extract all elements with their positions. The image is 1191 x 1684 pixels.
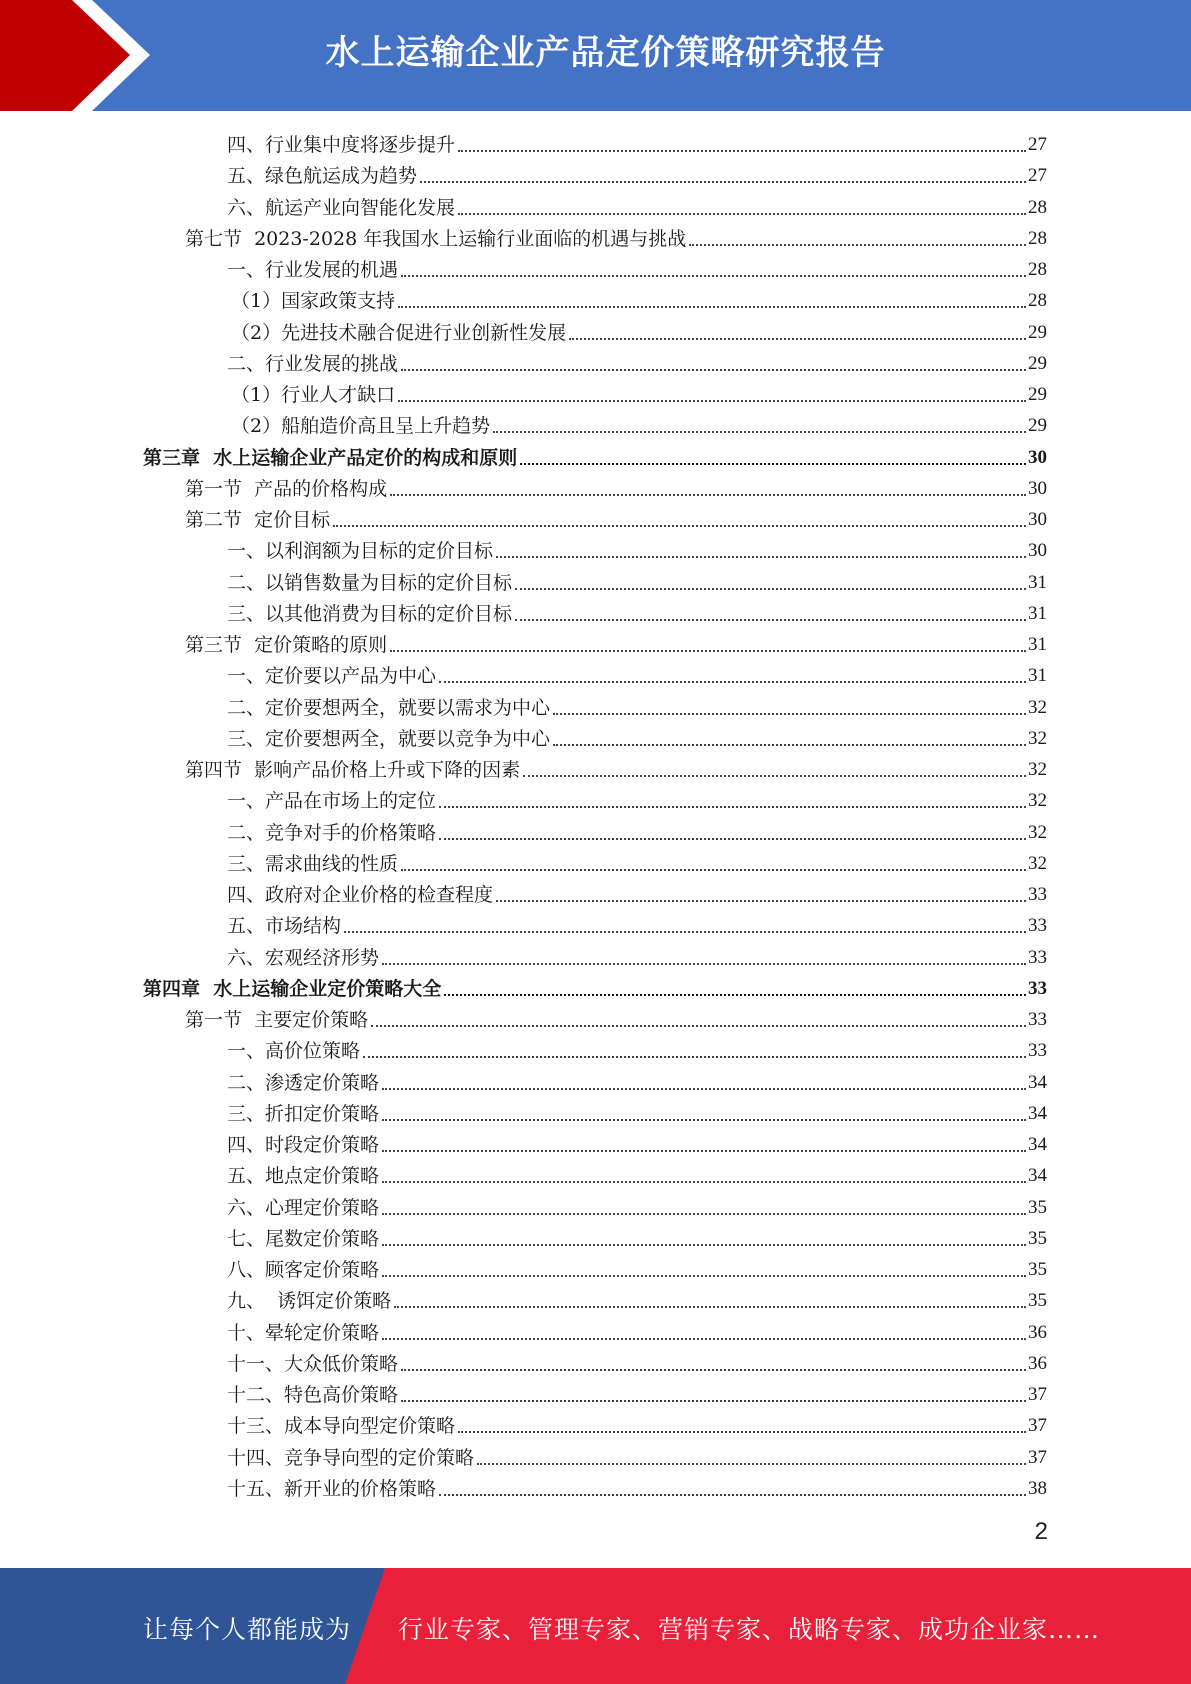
- header-band: [0, 0, 1191, 111]
- toc-dot-leader: [515, 588, 1026, 590]
- toc-entry-label: 十四、竞争导向型的定价策略: [227, 1447, 475, 1469]
- toc-dot-leader: [520, 463, 1026, 465]
- toc-entry-page: 37: [1028, 1384, 1047, 1405]
- toc-entry-page: 33: [1028, 1040, 1047, 1061]
- toc-dot-leader: [439, 1494, 1026, 1496]
- toc-dot-leader: [439, 806, 1026, 808]
- footer-slogan-left: 让每个人都能成为: [143, 1615, 352, 1644]
- toc-subsection-entry[interactable]: [0, 1283, 1191, 1314]
- toc-entry-label: 第七节 2023-2028 年我国水上运输行业面临的机遇与挑战: [185, 228, 687, 250]
- toc-subsection-entry[interactable]: [0, 1127, 1191, 1158]
- toc-entry-page: 38: [1028, 1478, 1047, 1499]
- toc-subsection-entry[interactable]: [0, 283, 1191, 314]
- toc-entry-label: 二、定价要想两全，就要以需求为中心: [227, 697, 551, 719]
- toc-entry-page: 27: [1028, 134, 1047, 155]
- toc-entry-label: 第一节 主要定价策略: [185, 1009, 369, 1031]
- toc-entry-page: 31: [1028, 572, 1047, 593]
- toc-entry-label: （1）国家政策支持: [231, 290, 396, 312]
- toc-entry-label: 二、竞争对手的价格策略: [227, 822, 437, 844]
- toc-entry-label: 四、行业集中度将逐步提升: [227, 134, 456, 156]
- toc-dot-leader: [390, 650, 1026, 652]
- toc-entry-label: 四、时段定价策略: [227, 1134, 380, 1156]
- toc-subsection-entry[interactable]: [0, 658, 1191, 689]
- toc-entry-page: 35: [1028, 1228, 1047, 1249]
- toc-dot-leader: [553, 713, 1026, 715]
- toc-subsection-entry[interactable]: [0, 846, 1191, 877]
- toc-dot-leader: [394, 1306, 1026, 1308]
- toc-entry-page: 33: [1028, 1009, 1047, 1030]
- toc-entry-page: 32: [1028, 790, 1047, 811]
- toc-entry-page: 32: [1028, 728, 1047, 749]
- toc-dot-leader: [401, 369, 1026, 371]
- toc-dot-leader: [382, 1275, 1026, 1277]
- toc-entry-label: 十一、大众低价策略: [227, 1353, 399, 1375]
- toc-entry-label: 六、航运产业向智能化发展: [227, 197, 456, 219]
- toc-entry-label: 六、心理定价策略: [227, 1197, 380, 1219]
- toc-dot-leader: [382, 1088, 1026, 1090]
- toc-entry-page: 35: [1028, 1290, 1047, 1311]
- toc-entry-label: （2）先进技术融合促进行业创新性发展: [231, 322, 567, 344]
- toc-entry-page: 36: [1028, 1353, 1047, 1374]
- toc-dot-leader: [382, 1213, 1026, 1215]
- toc-dot-leader: [382, 1119, 1026, 1121]
- toc-entry-page: 35: [1028, 1259, 1047, 1280]
- toc-entry-label: 三、折扣定价策略: [227, 1103, 380, 1125]
- toc-entry-label: 四、政府对企业价格的检查程度: [227, 884, 494, 906]
- toc-entry-page: 30: [1028, 509, 1047, 530]
- toc-dot-leader: [382, 1244, 1026, 1246]
- toc-entry-page: 30: [1028, 540, 1047, 561]
- toc-subsection-entry[interactable]: [0, 1471, 1191, 1502]
- toc-subsection-entry[interactable]: [0, 1033, 1191, 1064]
- toc-entry-page: 32: [1028, 759, 1047, 780]
- toc-entry-page: 29: [1028, 353, 1047, 374]
- toc-subsection-entry[interactable]: [0, 1221, 1191, 1252]
- toc-entry-label: 三、定价要想两全，就要以竞争为中心: [227, 728, 551, 750]
- toc-dot-leader: [382, 963, 1026, 965]
- toc-entry-label: 第二节 定价目标: [185, 509, 331, 531]
- toc-entry-page: 35: [1028, 1197, 1047, 1218]
- toc-subsection-entry[interactable]: [0, 783, 1191, 814]
- toc-entry-label: （1）行业人才缺口: [231, 384, 396, 406]
- toc-subsection-entry[interactable]: [0, 346, 1191, 377]
- toc-entry-label: 一、高价位策略: [227, 1040, 361, 1062]
- toc-section-entry[interactable]: [0, 471, 1191, 502]
- toc-entry-label: 一、行业发展的机遇: [227, 259, 399, 281]
- toc-subsection-entry[interactable]: [0, 1065, 1191, 1096]
- toc-entry-label: 十三、成本导向型定价策略: [227, 1415, 456, 1437]
- toc-dot-leader: [333, 525, 1026, 527]
- toc-subsection-entry[interactable]: [0, 315, 1191, 346]
- toc-dot-leader: [344, 931, 1026, 933]
- toc-dot-leader: [390, 494, 1026, 496]
- toc-entry-label: 第一节 产品的价格构成: [185, 478, 388, 500]
- toc-entry-label: （2）船舶造价高且呈上升趋势: [231, 415, 491, 437]
- toc-entry-label: 二、行业发展的挑战: [227, 353, 399, 375]
- toc-entry-page: 34: [1028, 1072, 1047, 1093]
- toc-entry-page: 31: [1028, 665, 1047, 686]
- toc-dot-leader: [398, 306, 1026, 308]
- toc-dot-leader: [689, 244, 1026, 246]
- toc-entry-page: 29: [1028, 384, 1047, 405]
- toc-dot-leader: [515, 619, 1026, 621]
- toc-entry-label: 三、以其他消费为目标的定价目标: [227, 603, 513, 625]
- toc-section-entry[interactable]: [0, 502, 1191, 533]
- toc-entry-page: 28: [1028, 290, 1047, 311]
- toc-entry-page: 34: [1028, 1165, 1047, 1186]
- toc-chapter-entry[interactable]: [0, 440, 1191, 471]
- toc-entry-page: 28: [1028, 259, 1047, 280]
- toc-dot-leader: [439, 681, 1026, 683]
- toc-entry-page: 30: [1028, 447, 1047, 468]
- toc-subsection-entry[interactable]: [0, 908, 1191, 939]
- toc-entry-label: 二、以销售数量为目标的定价目标: [227, 572, 513, 594]
- toc-subsection-entry[interactable]: [0, 408, 1191, 439]
- toc-entry-label: 一、产品在市场上的定位: [227, 790, 437, 812]
- footer-slogan-right: 行业专家、管理专家、营销专家、战略专家、成功企业家……: [398, 1615, 1101, 1644]
- toc-dot-leader: [363, 1056, 1026, 1058]
- toc-dot-leader: [553, 744, 1026, 746]
- toc-entry-label: 九、 诱饵定价策略: [227, 1290, 392, 1312]
- toc-entry-label: 六、宏观经济形势: [227, 947, 380, 969]
- toc-subsection-entry[interactable]: [0, 1315, 1191, 1346]
- toc-dot-leader: [444, 994, 1026, 996]
- toc-dot-leader: [420, 181, 1026, 183]
- toc-subsection-entry[interactable]: [0, 565, 1191, 596]
- toc-entry-page: 36: [1028, 1322, 1047, 1343]
- toc-section-entry[interactable]: [0, 627, 1191, 658]
- toc-entry-page: 30: [1028, 478, 1047, 499]
- toc-subsection-entry[interactable]: [0, 877, 1191, 908]
- toc-subsection-entry[interactable]: [0, 815, 1191, 846]
- toc-dot-leader: [401, 275, 1026, 277]
- toc-subsection-entry[interactable]: [0, 190, 1191, 221]
- toc-subsection-entry[interactable]: [0, 1408, 1191, 1439]
- toc-subsection-entry[interactable]: [0, 721, 1191, 752]
- toc-entry-page: 32: [1028, 697, 1047, 718]
- toc-entry-label: 五、市场结构: [227, 915, 342, 937]
- toc-entry-label: 五、绿色航运成为趋势: [227, 165, 418, 187]
- toc-entry-page: 28: [1028, 197, 1047, 218]
- toc-entry-page: 32: [1028, 822, 1047, 843]
- toc-dot-leader: [439, 838, 1026, 840]
- toc-entry-label: 五、地点定价策略: [227, 1165, 380, 1187]
- toc-entry-label: 七、尾数定价策略: [227, 1228, 380, 1250]
- toc-entry-page: 32: [1028, 853, 1047, 874]
- toc-dot-leader: [458, 1431, 1026, 1433]
- toc-entry-page: 29: [1028, 322, 1047, 343]
- toc-section-entry[interactable]: [0, 221, 1191, 252]
- toc-dot-leader: [401, 869, 1026, 871]
- toc-entry-page: 27: [1028, 165, 1047, 186]
- toc-entry-page: 33: [1028, 947, 1047, 968]
- toc-section-entry[interactable]: [0, 1002, 1191, 1033]
- toc-section-entry[interactable]: [0, 752, 1191, 783]
- toc-entry-label: 第三节 定价策略的原则: [185, 634, 388, 656]
- toc-entry-label: 第三章 水上运输企业产品定价的构成和原则: [143, 447, 518, 469]
- toc-subsection-entry[interactable]: [0, 1252, 1191, 1283]
- toc-subsection-entry[interactable]: [0, 1158, 1191, 1189]
- toc-subsection-entry[interactable]: [0, 533, 1191, 564]
- toc-subsection-entry[interactable]: [0, 596, 1191, 627]
- toc-entry-label: 十五、新开业的价格策略: [227, 1478, 437, 1500]
- toc-entry-page: 31: [1028, 603, 1047, 624]
- toc-subsection-entry[interactable]: [0, 1190, 1191, 1221]
- toc-chapter-entry[interactable]: [0, 971, 1191, 1002]
- toc-subsection-entry[interactable]: [0, 1377, 1191, 1408]
- toc-dot-leader: [493, 431, 1026, 433]
- toc-dot-leader: [401, 1400, 1026, 1402]
- toc-subsection-entry[interactable]: [0, 127, 1191, 158]
- toc-dot-leader: [458, 150, 1026, 152]
- toc-entry-label: 十、晕轮定价策略: [227, 1322, 380, 1344]
- toc-dot-leader: [398, 400, 1026, 402]
- toc-entry-page: 28: [1028, 228, 1047, 249]
- toc-subsection-entry[interactable]: [0, 158, 1191, 189]
- toc-entry-page: 33: [1028, 978, 1047, 999]
- toc-entry-label: 一、以利润额为目标的定价目标: [227, 540, 494, 562]
- toc-entry-page: 34: [1028, 1103, 1047, 1124]
- toc-subsection-entry[interactable]: [0, 1346, 1191, 1377]
- toc-subsection-entry[interactable]: [0, 1096, 1191, 1127]
- toc-dot-leader: [496, 900, 1026, 902]
- toc-subsection-entry[interactable]: [0, 377, 1191, 408]
- page-number: 2: [1034, 1518, 1048, 1545]
- toc-dot-leader: [401, 1369, 1026, 1371]
- toc-entry-page: 34: [1028, 1134, 1047, 1155]
- toc-dot-leader: [382, 1338, 1026, 1340]
- toc-entry-page: 31: [1028, 634, 1047, 655]
- toc-dot-leader: [458, 213, 1026, 215]
- footer-band: [0, 1568, 1191, 1684]
- toc-dot-leader: [569, 338, 1026, 340]
- toc-entry-label: 十二、特色高价策略: [227, 1384, 399, 1406]
- toc-entry-page: 37: [1028, 1415, 1047, 1436]
- toc-subsection-entry[interactable]: [0, 690, 1191, 721]
- toc-entry-page: 29: [1028, 415, 1047, 436]
- report-title: 水上运输企业产品定价策略研究报告: [325, 33, 886, 73]
- toc-dot-leader: [477, 1463, 1026, 1465]
- toc-subsection-entry[interactable]: [0, 252, 1191, 283]
- toc-subsection-entry[interactable]: [0, 1440, 1191, 1471]
- toc-dot-leader: [496, 556, 1026, 558]
- toc-entry-label: 八、顾客定价策略: [227, 1259, 380, 1281]
- toc-entry-label: 第四章 水上运输企业定价策略大全: [143, 978, 442, 1000]
- toc-entry-label: 三、需求曲线的性质: [227, 853, 399, 875]
- toc-entry-label: 第四节 影响产品价格上升或下降的因素: [185, 759, 521, 781]
- toc-subsection-entry[interactable]: [0, 940, 1191, 971]
- toc-dot-leader: [523, 775, 1026, 777]
- toc-dot-leader: [371, 1025, 1026, 1027]
- toc-entry-label: 二、渗透定价策略: [227, 1072, 380, 1094]
- toc-entry-page: 37: [1028, 1447, 1047, 1468]
- toc-entry-label: 一、定价要以产品为中心: [227, 665, 437, 687]
- toc-dot-leader: [382, 1150, 1026, 1152]
- toc-entry-page: 33: [1028, 915, 1047, 936]
- toc-entry-page: 33: [1028, 884, 1047, 905]
- toc-dot-leader: [382, 1181, 1026, 1183]
